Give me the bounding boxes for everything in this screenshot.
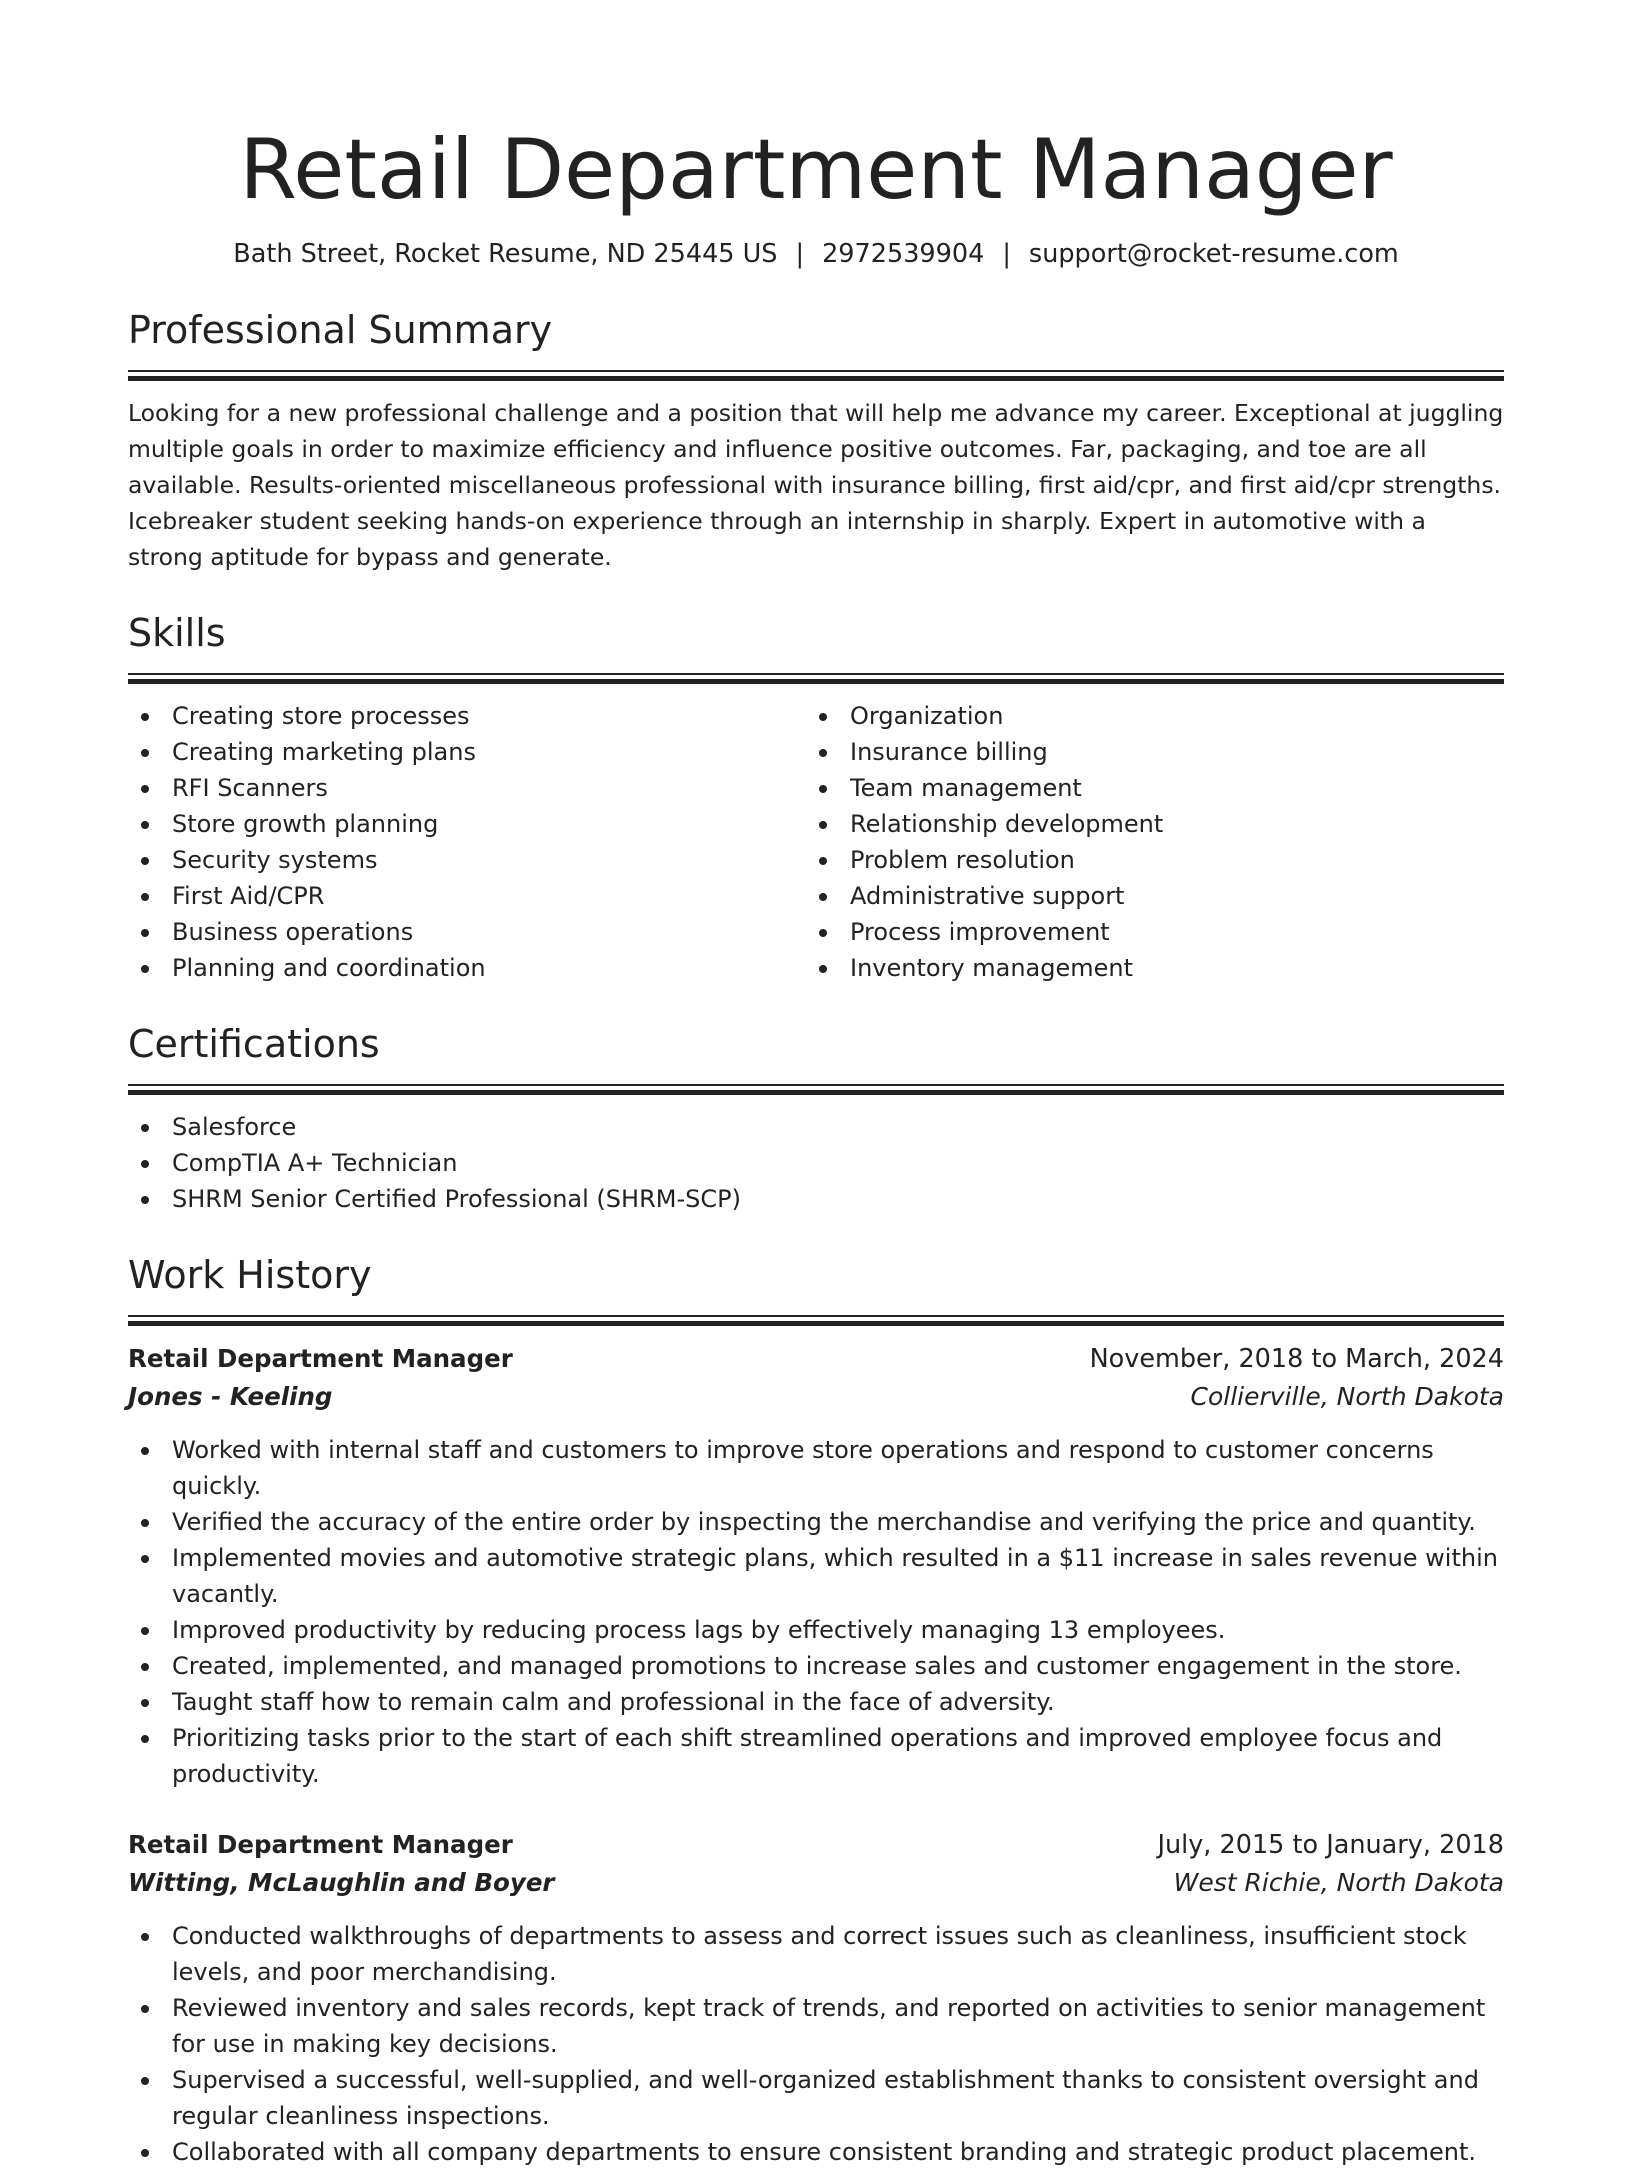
- contact-email: support@rocket-resume.com: [1028, 239, 1399, 269]
- certifications-list: [128, 1109, 1504, 1217]
- section-title-work-history: Work History: [128, 1253, 372, 1297]
- contact-phone: 2972539904: [822, 239, 985, 269]
- job-company: Witting, McLaughlin and Boyer: [128, 1868, 555, 1897]
- section-certifications: [128, 1020, 1504, 1217]
- job-bullet: Created, implemented, and managed promotions to increase sales and customer engagement in the store.: [128, 1648, 1504, 1684]
- job-location: West Richie, North Dakota: [1173, 1868, 1504, 1897]
- section-skills: [128, 609, 1504, 986]
- section-divider: [128, 673, 1504, 684]
- skill-item: Business operations: [128, 914, 806, 950]
- certification-item: Salesforce: [128, 1109, 1504, 1145]
- job-bullet: Worked with internal staff and customers to improve store operations and respond to customer concerns quickly.: [128, 1432, 1504, 1504]
- contact-line: [128, 236, 1504, 272]
- skills-list-right: [806, 698, 1484, 986]
- job-bullet: Prioritizing tasks prior to the start of each shift streamlined operations and improved employee focus and productivity.: [128, 1720, 1504, 1792]
- job-bullet: Collaborated with all company departments to ensure consistent branding and strategic product placement.: [128, 2134, 1504, 2170]
- resume-name: Retail Department Manager: [239, 121, 1393, 218]
- job-bullets: [128, 1432, 1504, 1792]
- skill-item: Relationship development: [806, 806, 1484, 842]
- job-bullet: Taught staff how to remain calm and professional in the face of adversity.: [128, 1684, 1504, 1720]
- job-header-row: [128, 1826, 1504, 1864]
- job-header-row: [128, 1340, 1504, 1378]
- job-bullet: Implemented movies and automotive strategic plans, which resulted in a $11 increase in sales revenue within vacantly.: [128, 1540, 1504, 1612]
- job-dates: July, 2015 to January, 2018: [1157, 1830, 1504, 1860]
- section-divider: [128, 370, 1504, 381]
- section-title-certifications: Certifications: [128, 1022, 380, 1066]
- job-subheader-row: [128, 1864, 1504, 1902]
- section-divider: [128, 1084, 1504, 1095]
- skill-item: Process improvement: [806, 914, 1484, 950]
- job-company: Jones - Keeling: [128, 1382, 333, 1411]
- skills-grid: [128, 698, 1504, 986]
- skill-item: Creating store processes: [128, 698, 806, 734]
- job-entry: [128, 1340, 1504, 1792]
- contact-separator: |: [1002, 239, 1011, 269]
- job-title: Retail Department Manager: [128, 1830, 513, 1859]
- summary-text: Looking for a new professional challenge and a position that will help me advance my career. Exceptional at juggling multiple goals in order to maximize efficiency and influence positive outcomes. Far, packaging, and toe are all available. Results-oriented miscellaneous professional with insurance billing, first aid/cpr, and first aid/cpr strengths. Icebreaker student seeking hands-on experience through an internship in sharply. Expert in automotive with a strong aptitude for bypass and generate.: [128, 399, 1504, 571]
- job-dates: November, 2018 to March, 2024: [1089, 1344, 1504, 1374]
- skill-item: Inventory management: [806, 950, 1484, 986]
- job-title: Retail Department Manager: [128, 1344, 513, 1373]
- certification-item: CompTIA A+ Technician: [128, 1145, 1504, 1181]
- job-bullet: Conducted walkthroughs of departments to assess and correct issues such as cleanliness, insufficient stock levels, and poor merchandising.: [128, 1918, 1504, 1990]
- section-summary: [128, 306, 1504, 575]
- job-bullets: [128, 1918, 1504, 2170]
- skill-item: First Aid/CPR: [128, 878, 806, 914]
- job-subheader-row: [128, 1378, 1504, 1416]
- skill-item: Security systems: [128, 842, 806, 878]
- contact-separator: |: [795, 239, 805, 269]
- job-bullet: Reviewed inventory and sales records, kept track of trends, and reported on activities to senior management for use in making key decisions.: [128, 1990, 1504, 2062]
- skill-item: Store growth planning: [128, 806, 806, 842]
- skill-item: Creating marketing plans: [128, 734, 806, 770]
- skill-item: Organization: [806, 698, 1484, 734]
- job-bullet: Supervised a successful, well-supplied, and well-organized establishment thanks to consistent oversight and regular cleanliness inspections.: [128, 2062, 1504, 2134]
- job-location: Collierville, North Dakota: [1190, 1382, 1504, 1411]
- section-title-summary: Professional Summary: [128, 308, 553, 352]
- resume-content: [128, 122, 1504, 2170]
- skill-item: Administrative support: [806, 878, 1484, 914]
- skill-item: Problem resolution: [806, 842, 1484, 878]
- skill-item: Team management: [806, 770, 1484, 806]
- skill-item: Insurance billing: [806, 734, 1484, 770]
- section-title-skills: Skills: [128, 611, 226, 655]
- skills-list-left: [128, 698, 806, 986]
- contact-address: Bath Street, Rocket Resume, ND 25445 US: [233, 239, 778, 269]
- section-divider: [128, 1315, 1504, 1326]
- skill-item: RFI Scanners: [128, 770, 806, 806]
- job-bullet: Verified the accuracy of the entire order by inspecting the merchandise and verifying the price and quantity.: [128, 1504, 1504, 1540]
- job-bullet: Improved productivity by reducing process lags by effectively managing 13 employees.: [128, 1612, 1504, 1648]
- skill-item: Planning and coordination: [128, 950, 806, 986]
- certification-item: SHRM Senior Certified Professional (SHRM-SCP): [128, 1181, 1504, 1217]
- section-work-history: [128, 1251, 1504, 2170]
- job-entry: [128, 1826, 1504, 2170]
